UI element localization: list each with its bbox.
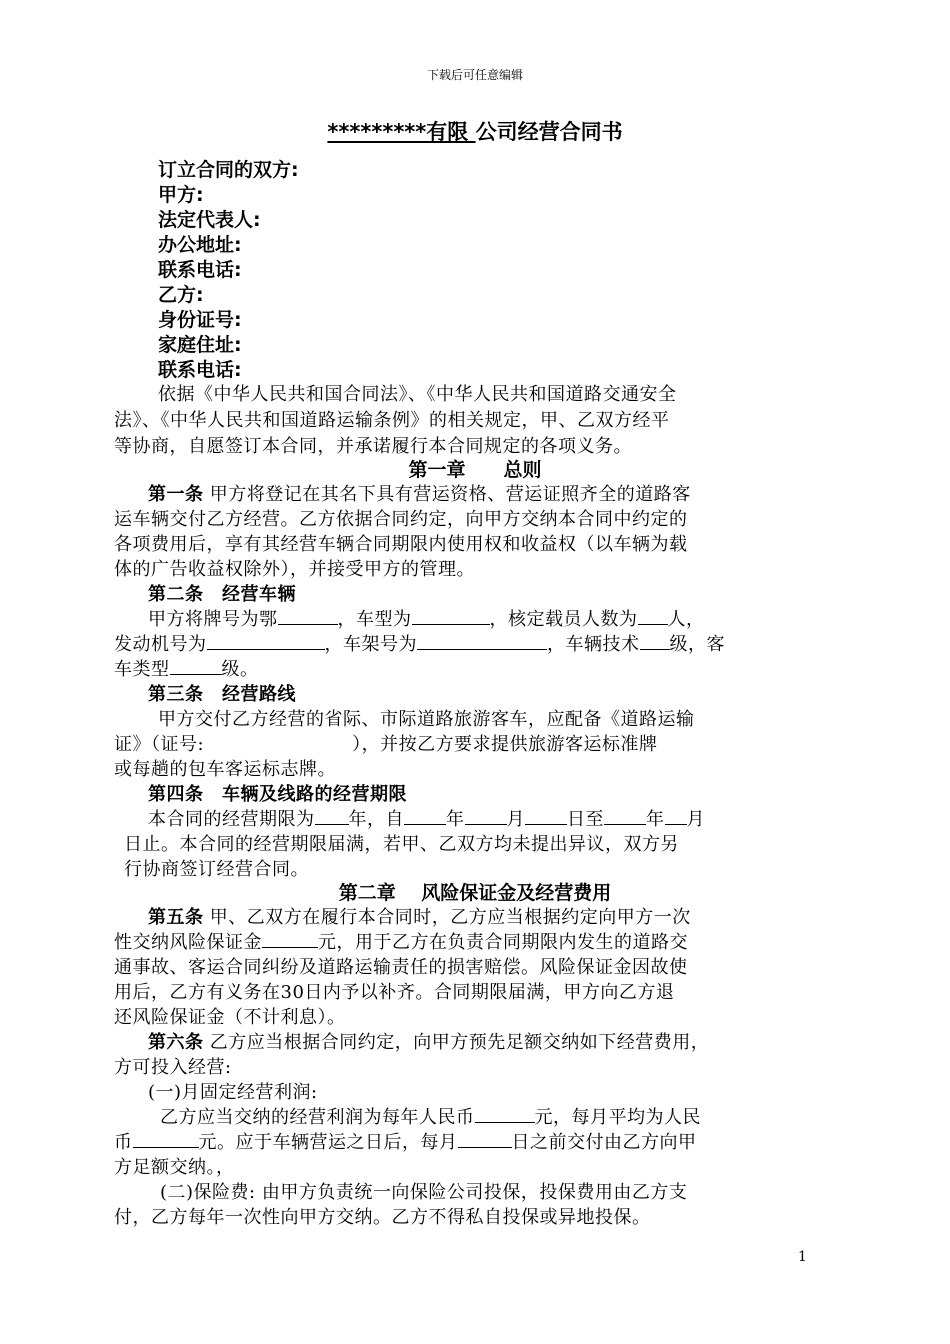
article-2-line [114, 630, 814, 656]
article-5-line: 用后，乙方有义务在30日内予以补齐。合同期限届满，甲方向乙方退 [114, 982, 675, 1003]
capacity-unit: 人， [667, 609, 705, 630]
article-1-line [148, 480, 848, 506]
chapter-1-heading: 第一章 总则 [408, 459, 542, 481]
article-1-line: 运车辆交付乙方经营。乙方依据合同约定，向甲方交纳本合同中约定的 [114, 509, 688, 530]
end-year-blank [604, 808, 646, 825]
bus-type-unit: 级。 [221, 659, 259, 680]
article-2-line [114, 655, 814, 681]
deposit-blank [262, 931, 318, 948]
article-3-line: 甲方交付乙方经营的省际、市际道路旅游客车，应配备《道路运输 [158, 709, 695, 730]
annual-profit-blank [475, 1106, 535, 1123]
preamble-line: 依据《中华人民共和国合同法》、《中华人民共和国道路交通安全 [158, 384, 677, 405]
article-1-line: 各项费用后，享有其经营车辆合同期限内使用权和收益权（以车辆为载 [114, 534, 688, 555]
model-label: ，车型为 [337, 609, 412, 630]
article-4-heading: 第四条 车辆及线路的经营期限 [148, 784, 407, 805]
start-month-blank [465, 808, 507, 825]
to-label: 日至 [567, 809, 604, 830]
party-b-phone-label: 联系电话: [158, 359, 242, 381]
bus-type-blank [170, 658, 222, 675]
article-6-line [148, 1028, 848, 1054]
article-3-line: 或每趟的包车客运标志牌。 [114, 759, 336, 780]
article-4-line [148, 805, 848, 831]
term-years-blank [315, 808, 349, 825]
start-day-blank [525, 808, 567, 825]
month-label: 月 [686, 809, 705, 830]
article-1-line: 体的广告收益权除外），并接受甲方的管理。 [114, 559, 475, 580]
page-number: 1 [798, 1249, 807, 1265]
article-6-subitem: (一)月固定经营利润: [148, 1082, 318, 1103]
profit-label: 乙方应当交纳的经营利润为每年人民币 [160, 1107, 475, 1128]
payment-text-2: 日之前交付由乙方向甲 [511, 1132, 697, 1153]
article-4-line: 日止。本合同的经营期限届满，若甲、乙双方均未提出异议，双方另 [124, 834, 679, 855]
end-month-blank [665, 808, 687, 825]
article-5-line: 还风险保证金（不计利息）。 [114, 1007, 346, 1028]
id-number-label: 身份证号: [158, 309, 242, 331]
home-address-label: 家庭住址: [158, 334, 242, 356]
page-header: 下载后可任意编辑 [426, 68, 523, 82]
payment-day-blank [458, 1131, 512, 1148]
engine-blank [207, 633, 325, 650]
tech-unit: 级，客 [669, 634, 725, 655]
capacity-label: ，核定载员人数为 [489, 609, 638, 630]
article-5-text: 甲、乙双方在履行本合同时，乙方应当根据约定向甲方一次 [203, 907, 691, 928]
frame-label: ，车架号为 [324, 634, 417, 655]
plate-label: 甲方将牌号为鄂 [148, 609, 278, 630]
term-label: 本合同的经营期限为 [148, 809, 315, 830]
article-6-line [114, 1128, 814, 1154]
currency-label: 币 [114, 1132, 133, 1153]
preamble-line: 等协商，自愿签订本合同，并承诺履行本合同规定的各项义务。 [114, 436, 632, 457]
engine-label: 发动机号为 [114, 634, 207, 655]
article-5-line: 通事故、客运合同纠纷及道路运输责任的损害赔偿。风险保证金因故使 [114, 957, 688, 978]
party-a-label: 甲方: [158, 184, 204, 206]
article-6-line [160, 1103, 860, 1129]
start-year-blank [404, 808, 446, 825]
year-label: 年 [646, 809, 665, 830]
article-6-line: 付，乙方每年一次性向甲方交纳。乙方不得私自投保或异地投保。 [114, 1207, 651, 1228]
article-6-subitem: (二)保险费: 由甲方负责统一向保险公司投保，投保费用由乙方支 [160, 1182, 688, 1203]
article-3-line: 证》（证号: ），并按乙方要求提供旅游客运标准牌 [114, 734, 658, 755]
tech-blank [640, 633, 670, 650]
title-rest: 公司经营合同书 [475, 120, 623, 144]
article-5-line [148, 903, 848, 929]
document-title [0, 116, 950, 146]
chapter-2-heading: 第二章 风险保证金及经营费用 [338, 882, 612, 904]
article-6-label: 第六条 [148, 1032, 204, 1053]
article-2-line [148, 605, 848, 631]
article-5-label: 第五条 [148, 907, 204, 928]
party-heading: 订立合同的双方: [158, 159, 299, 181]
frame-blank [417, 633, 547, 650]
deposit-text: 元，用于乙方在负责合同期限内发生的道路交 [318, 932, 688, 953]
party-b-label: 乙方: [158, 284, 204, 306]
article-6-line: 方足额交纳。， [114, 1157, 235, 1178]
year-label: 年 [446, 809, 465, 830]
tech-label: ，车辆技术 [547, 634, 640, 655]
article-1-text: 甲方将登记在其名下具有营运资格、营运证照齐全的道路客 [203, 484, 691, 505]
month-label: 月 [506, 809, 525, 830]
payment-text: 元。应于车辆营运之日后，每月 [198, 1132, 458, 1153]
monthly-profit-blank [133, 1131, 199, 1148]
model-blank [412, 608, 490, 625]
article-1-label: 第一条 [148, 484, 204, 505]
profit-text: 元，每月平均为人民 [534, 1107, 701, 1128]
article-5-line [114, 928, 814, 954]
from-label: 年，自 [348, 809, 404, 830]
preamble-line: 法》、《中华人民共和国道路运输条例》的相关规定，甲、乙双方经平 [114, 410, 670, 431]
article-6-line: 方可投入经营: [114, 1057, 232, 1078]
legal-rep-label: 法定代表人: [158, 209, 261, 231]
article-4-line: 行协商签订经营合同。 [124, 859, 309, 880]
bus-type-label: 车类型 [114, 659, 170, 680]
capacity-blank [638, 608, 668, 625]
party-a-phone-label: 联系电话: [158, 259, 242, 281]
deposit-label: 性交纳风险保证金 [114, 932, 262, 953]
article-2-heading: 第二条 经营车辆 [148, 584, 296, 605]
plate-blank [278, 608, 338, 625]
office-address-label: 办公地址: [158, 234, 242, 256]
article-3-heading: 第三条 经营路线 [148, 684, 296, 705]
title-company-name: *********有限 [327, 120, 476, 144]
article-6-text: 乙方应当根据合同约定，向甲方预先足额交纳如下经营费用， [203, 1032, 710, 1053]
